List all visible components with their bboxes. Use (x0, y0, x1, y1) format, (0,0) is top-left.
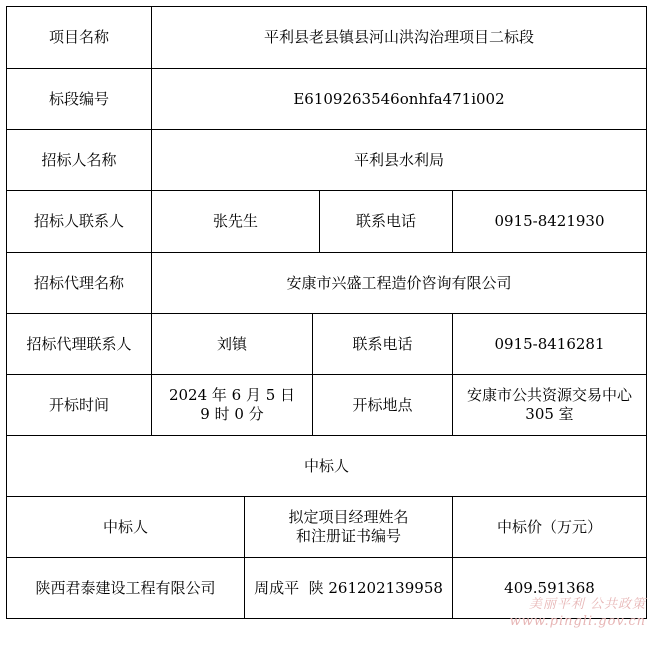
manager-header-line1: 拟定项目经理姓名 (288, 508, 409, 526)
agency-phone-label: 联系电话 (352, 334, 413, 353)
tenderer-contact-label: 招标人联系人 (33, 212, 124, 230)
opening-time-value (152, 375, 312, 435)
opening-time-label: 开标时间 (48, 395, 109, 414)
watermark-line2: www.pingli.gov.cn (509, 614, 646, 629)
opening-place-line2: 305 室 (525, 405, 574, 423)
winner-value: 陕西君泰建设工程有限公司 (35, 578, 216, 597)
agency-contact-value: 刘镇 (216, 334, 247, 353)
agency-value: 安康市兴盛工程造价咨询有限公司 (286, 273, 512, 292)
winner-section-title: 中标人 (303, 456, 349, 475)
price-header: 中标价（万元） (496, 517, 602, 536)
tenderer-value: 平利县水利局 (353, 150, 444, 169)
project-name-value: 平利县老县镇县河山洪沟治理项目二标段 (263, 28, 534, 46)
winner-header: 中标人 (102, 517, 148, 536)
manager-header (245, 497, 452, 557)
manager-value: 周成平 陕 261202139958 (254, 578, 443, 597)
site-watermark (510, 596, 646, 630)
agency-phone-value: 0915-8416281 (494, 334, 605, 353)
project-name-label: 项目名称 (48, 28, 109, 46)
opening-place-label: 开标地点 (352, 395, 413, 414)
manager-header-line2: 和注册证书编号 (295, 527, 401, 545)
tenderer-label: 招标人名称 (41, 150, 117, 169)
agency-contact-label: 招标代理联系人 (26, 334, 132, 353)
price-value: 409.591368 (504, 578, 595, 597)
opening-date: 2024 年 6 月 5 日 (168, 386, 296, 404)
opening-hour: 9 时 0 分 (200, 405, 264, 423)
opening-place-line1: 安康市公共资源交易中心 (466, 386, 632, 404)
section-no-label: 标段编号 (48, 89, 109, 108)
agency-label: 招标代理名称 (33, 273, 124, 292)
tenderer-phone-label: 联系电话 (355, 212, 416, 230)
section-no-value: E6109263546onhfa471i002 (293, 89, 505, 108)
opening-place-value (453, 375, 646, 435)
tenderer-phone-value: 0915-8421930 (494, 212, 605, 230)
watermark-line1: 美丽平利 公共政策 (528, 597, 646, 612)
tenderer-contact-value: 张先生 (212, 212, 258, 230)
